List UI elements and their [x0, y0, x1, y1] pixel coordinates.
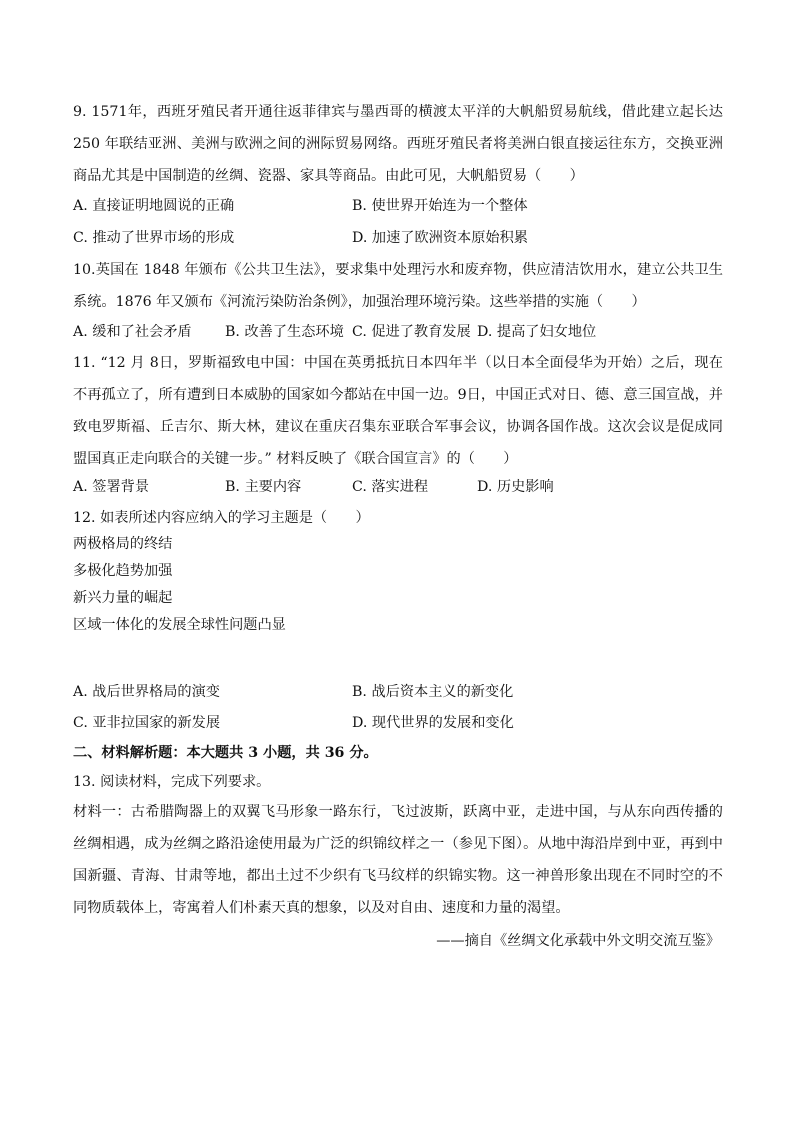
q11-option-d[interactable]: D. 历史影响 [477, 479, 554, 495]
q11-options-row [73, 471, 723, 503]
q11-option-c[interactable]: C. 落实进程 [352, 479, 429, 495]
q12-table-row-3: 新兴力量的崛起 [73, 590, 173, 606]
q9-options-row-1 [73, 190, 723, 222]
q12-option-c[interactable]: C. 亚非拉国家的新发展 [73, 715, 221, 731]
q11-stem: 11. “12 月 8日，罗斯福致电中国：中国在英勇抵抗日本四年半（以日本全面侵华为开始）之后，现在不再孤立了，所有遭到日本威胁的国家如今都站在中国一边。9日，中国正式对日、德、意三国宣战，并致电罗斯福、丘吉尔、斯大林，建议在重庆召集东亚联合军事会议，协调各国作战。这次会议是促成同盟国真正走向联合的关键一步。” 材料反映了《联合国宣言》的（ ） [73, 355, 723, 467]
q10-option-a[interactable]: A. 缓和了社会矛盾 [73, 324, 192, 340]
q12-options-row-2 [73, 707, 723, 739]
q12-option-b[interactable]: B. 战后资本主义的新变化 [352, 684, 514, 700]
q10-option-b[interactable]: B. 改善了生态环境 [225, 324, 344, 340]
q12-table-row-2: 多极化趋势加强 [73, 563, 173, 579]
q9-option-a[interactable]: A. 直接证明地圆说的正确 [73, 198, 235, 214]
q13-source: ——摘自《丝绸文化承载中外文明交流互鉴》 [436, 933, 720, 949]
q11-option-b[interactable]: B. 主要内容 [225, 479, 302, 495]
q12-table-row-4: 区域一体化的发展全球性问题凸显 [73, 617, 286, 633]
q12-options-row-1 [73, 676, 723, 708]
section2-heading: 二、材料解析题：本大题共 3 小题，共 36 分。 [73, 745, 378, 761]
q9-option-b[interactable]: B. 使世界开始连为一个整体 [352, 198, 528, 214]
q11-option-a[interactable]: A. 签署背景 [73, 479, 150, 495]
q10-stem: 10.英国在 1848 年颁布《公共卫生法》，要求集中处理污水和废弃物，供应清洁饮用水，建立公共卫生系统。1876 年又颁布《河流污染防治条例》，加强治理环境污染。这些举措的实施（ ） [73, 262, 723, 310]
q10-options-row [73, 316, 723, 348]
q9-options-row-2 [73, 222, 723, 254]
q12-table-row-1: 两极格局的终结 [73, 536, 173, 552]
q12-option-d[interactable]: D. 现代世界的发展和变化 [352, 715, 514, 731]
q9-stem: 9. 1571年，西班牙殖民者开通往返菲律宾与墨西哥的横渡太平洋的大帆船贸易航线，借此建立起长达 250 年联结亚洲、美洲与欧洲之间的洲际贸易网络。西班牙殖民者将美洲白银直接运往东方，交换亚洲商品尤其是中国制造的丝绸、瓷器、家具等商品。由此可见，大帆船贸易（ ） [73, 104, 723, 184]
q9-option-c[interactable]: C. 推动了世界市场的形成 [73, 230, 235, 246]
q12-option-a[interactable]: A. 战后世界格局的演变 [73, 684, 220, 700]
q12-stem: 12. 如表所述内容应纳入的学习主题是（ ） [73, 510, 370, 526]
q10-option-c[interactable]: C. 促进了教育发展 [352, 324, 471, 340]
q13-material1: 材料一：古希腊陶器上的双翼飞马形象一路东行，飞过波斯，跃离中亚，走进中国，与从东向西传播的丝绸相遇，成为丝绸之路沿途使用最为广泛的织锦纹样之一（参见下图）。从地中海沿岸到中亚，再到中国新疆、青海、甘肃等地，都出土过不少织有飞马纹样的织锦实物。这一神兽形象出现在不同时空的不同物质载体上，寄寓着人们朴素天真的想象，以及对自由、速度和力量的渴望。 [73, 804, 723, 916]
q13-stem: 13. 阅读材料，完成下列要求。 [73, 774, 271, 790]
q10-option-d[interactable]: D. 提高了妇女地位 [477, 324, 597, 340]
q9-option-d[interactable]: D. 加速了欧洲资本原始积累 [352, 230, 528, 246]
